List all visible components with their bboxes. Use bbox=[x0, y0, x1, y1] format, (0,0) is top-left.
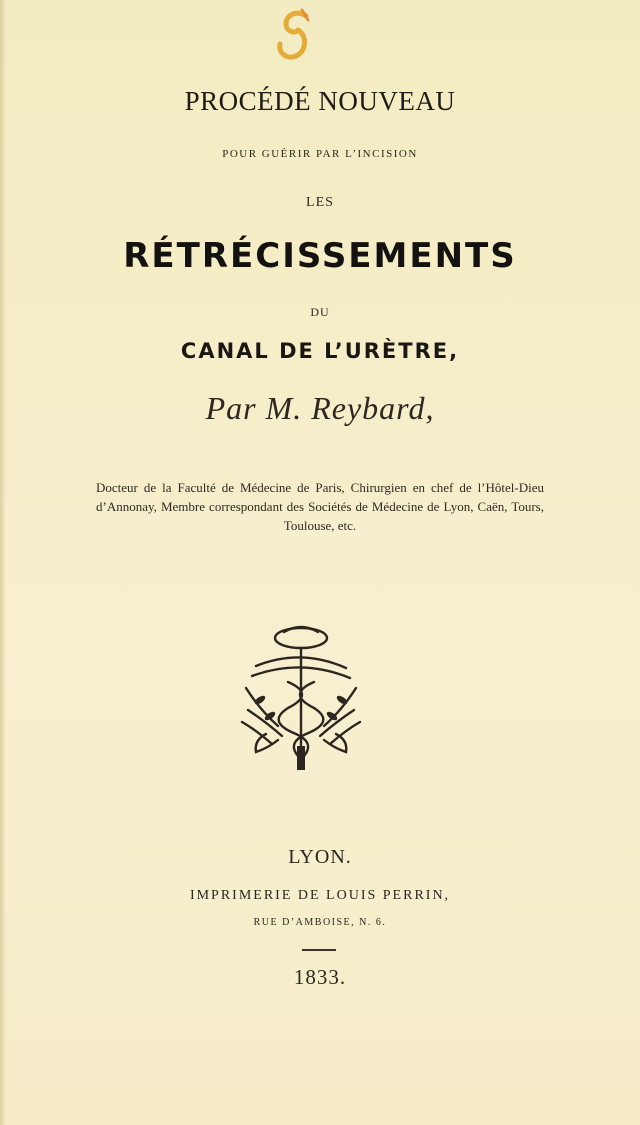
title-subject: CANAL DE L’URÈTRE, bbox=[180, 339, 460, 363]
imprint-address: RUE D’AMBOISE, N. 6. bbox=[253, 917, 387, 928]
page-edge bbox=[0, 0, 6, 1125]
title-article: LES bbox=[306, 195, 334, 210]
caduceus-emblem-icon bbox=[226, 618, 376, 773]
main-title: RÉTRÉCISSEMENTS bbox=[123, 236, 517, 276]
author-name: Par M. Reybard, bbox=[205, 390, 435, 426]
imprint-place: LYON. bbox=[288, 846, 352, 868]
title-preposition: DU bbox=[310, 305, 330, 319]
author-credentials: Docteur de la Faculté de Médecine de Paris, Chirurgien en chef de l’Hôtel-Dieu d’Annonay, Membre correspondant des Sociétés de Médecine de Lyon, Caën, Tours, Toulouse, etc. bbox=[96, 480, 544, 533]
imprint-printer: IMPRIMERIE DE LOUIS PERRIN, bbox=[189, 888, 451, 903]
library-mark-icon bbox=[262, 6, 322, 86]
page-title: PROCÉDÉ NOUVEAU bbox=[184, 86, 456, 116]
imprint-divider bbox=[302, 949, 336, 951]
imprint-year: 1833. bbox=[293, 965, 347, 989]
subtitle: POUR GUÉRIR PAR L’INCISION bbox=[222, 148, 418, 160]
